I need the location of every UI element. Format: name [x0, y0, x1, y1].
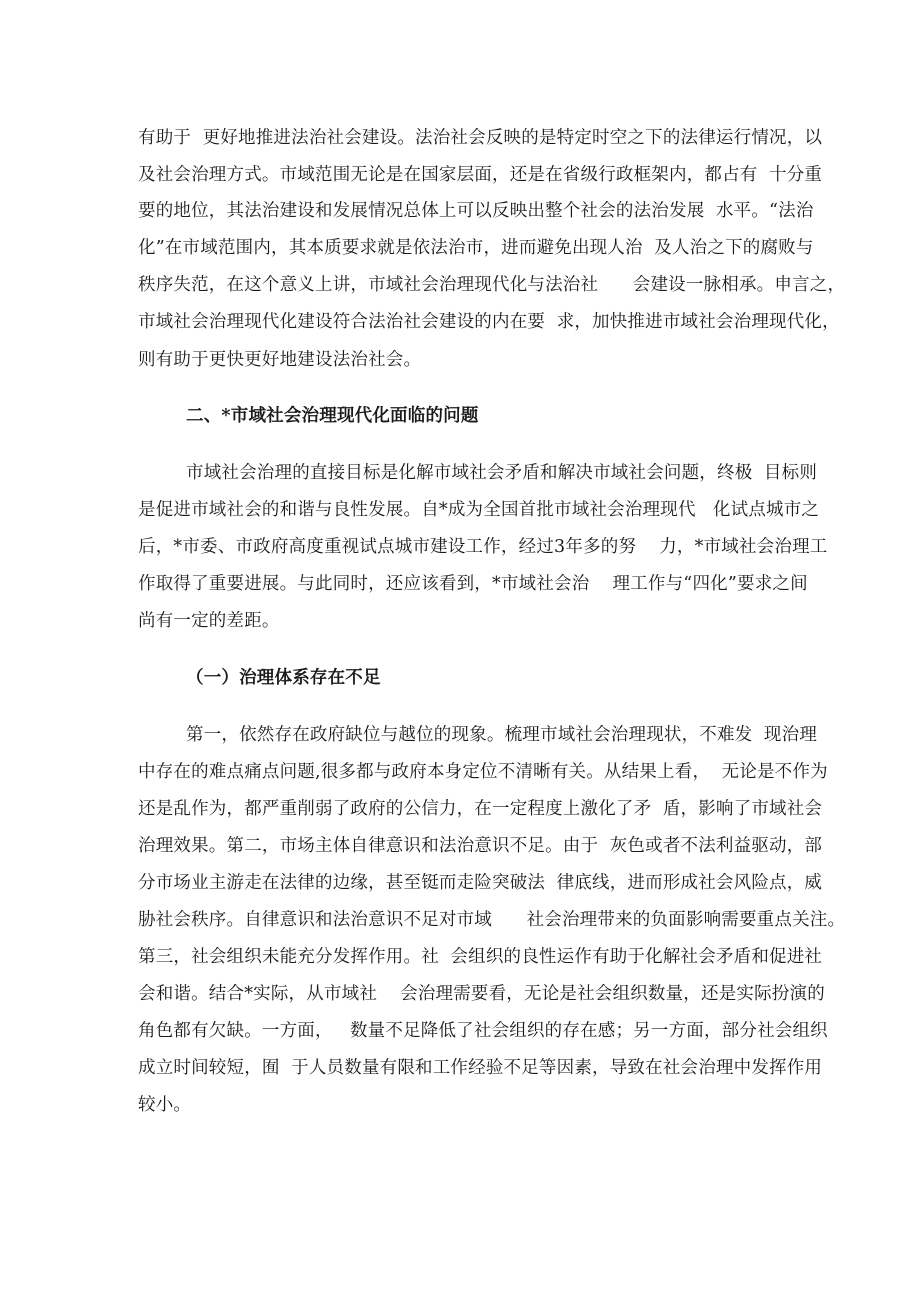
- paragraph-line: 会和谐。结合*实际，从市域社 会治理需要看，无论是社会组织数量，还是实际扮演的: [138, 984, 825, 1004]
- paragraph-line: 还是乱作为，都严重削弱了政府的公信力，在一定程度上激化了矛 盾，影响了市域社会: [138, 799, 823, 819]
- paragraph-line: 较小。: [138, 1095, 192, 1115]
- paragraph-line: 是促进市域社会的和谐与良性发展。自*成为全国首批市域社会治理现代 化试点城市之: [138, 500, 820, 520]
- paragraph-line: 成立时间较短，囿 于人员数量有限和工作经验不足等因素，导致在社会治理中发挥作用: [138, 1058, 823, 1078]
- paragraph-line: 角色都有欠缺。一方面， 数量不足降低了社会组织的存在感；另一方面，部分社会组织: [138, 1021, 828, 1041]
- paragraph-line: 秩序失范，在这个意义上讲，市域社会治理现代化与法治社 会建设一脉相承。申言之，: [138, 275, 846, 295]
- paragraph-line: 胁社会秩序。自律意识和法治意识不足对市域 社会治理带来的负面影响需要重点关注。: [138, 910, 846, 930]
- paragraph-line: 作取得了重要进展。与此同时，还应该看到，*市域社会治 理工作与“四化”要求之间: [138, 574, 808, 594]
- subsection-heading: （一）治理体系存在不足: [186, 668, 381, 688]
- paragraph-line: 第三，社会组织未能充分发挥作用。社 会组织的良性运作有助于化解社会矛盾和促进社: [138, 947, 823, 967]
- paragraph-line: 有助于 更好地推进法治社会建设。法治社会反映的是特定时空之下的法律运行情况，以: [138, 128, 823, 148]
- paragraph-line: 则有助于更快更好地建设法治社会。: [138, 350, 422, 370]
- paragraph-line: 中存在的难点痛点问题,很多都与政府本身定位不清晰有关。从结果上看， 无论是不作为: [138, 762, 828, 782]
- paragraph-line: 第一，依然存在政府缺位与越位的现象。梳理市域社会治理现状，不难发 现治理: [186, 725, 818, 745]
- paragraph-line: 化”在市域范围内，其本质要求就是依法治市，进而避免出现人治 及人治之下的腐败与: [138, 238, 814, 258]
- section-heading: 二、*市域社会治理现代化面临的问题: [186, 406, 479, 426]
- paragraph-line: 治理效果。第二，市场主体自律意识和法治意识不足。由于 灰色或者不法利益驱动，部: [138, 836, 823, 856]
- paragraph-line: 尚有一定的差距。: [138, 611, 280, 631]
- paragraph-line: 及社会治理方式。市域范围无论是在国家层面，还是在省级行政框架内，都占有 十分重: [138, 165, 823, 185]
- paragraph-line: 分市场业主游走在法律的边缘，甚至铤而走险突破法 律底线，进而形成社会风险点，威: [138, 873, 823, 893]
- paragraph-line: 市域社会治理的直接目标是化解市域社会矛盾和解决市域社会问题，终极 目标则: [186, 463, 818, 483]
- paragraph-line: 要的地位，其法治建设和发展情况总体上可以反映出整个社会的法治发展 水平。“法治: [138, 201, 814, 221]
- paragraph-line: 后，*市委、市政府高度重视试点城市建设工作，经过3年多的努 力，*市域社会治理工: [138, 537, 828, 557]
- paragraph-line: 市域社会治理现代化建设符合法治社会建设的内在要 求，加快推进市域社会治理现代化，: [138, 312, 840, 332]
